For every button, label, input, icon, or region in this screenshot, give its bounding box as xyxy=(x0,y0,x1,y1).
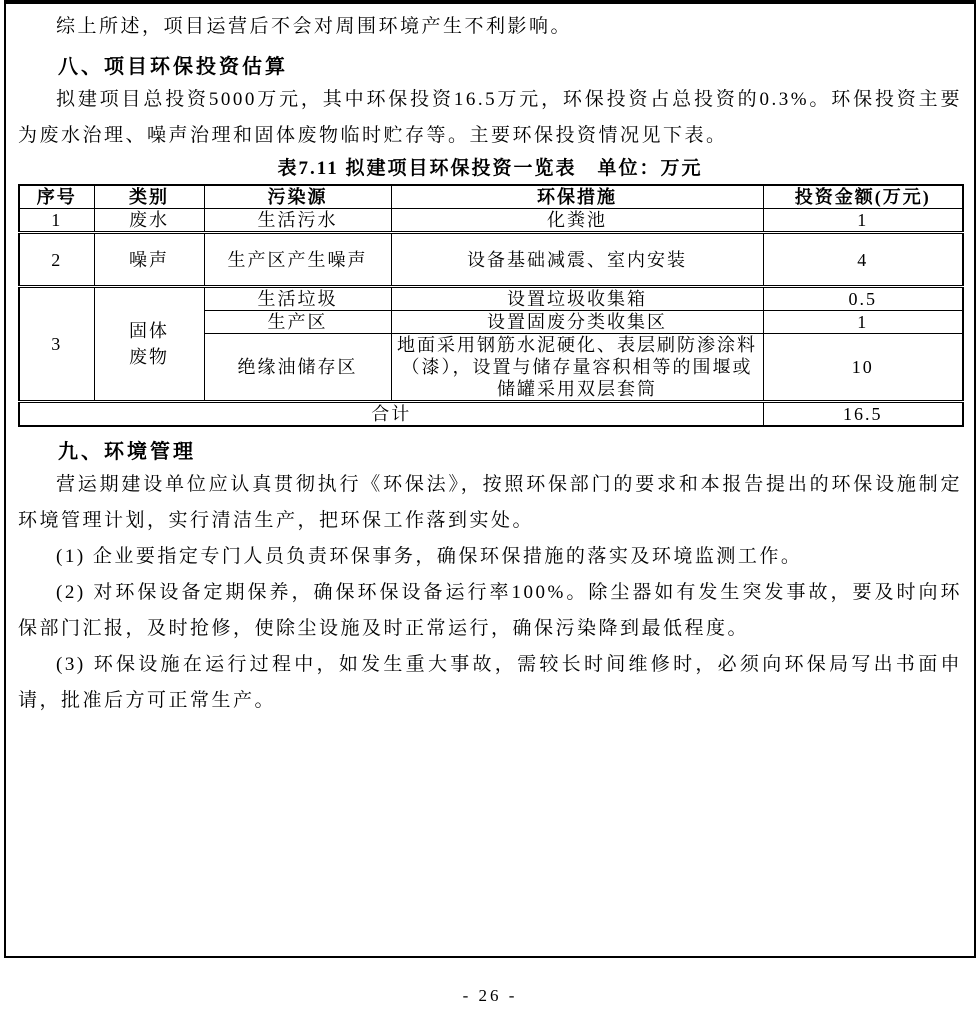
cell-measure: 设备基础减震、室内安装 xyxy=(391,233,763,287)
table-row-wastewater xyxy=(19,209,963,233)
section-9-item-3: (3) 环保设施在运行过程中，如发生重大事故，需较长时间维修时，必须向环保局写出书面申请，批准后方可正常生产。 xyxy=(18,654,962,711)
header-cell-no: 序号 xyxy=(19,185,94,209)
total-label-cell: 合计 xyxy=(19,402,763,427)
cell-measure: 设置固废分类收集区 xyxy=(391,311,763,334)
cell-amount: 10 xyxy=(763,334,963,402)
cell-source: 生产区 xyxy=(204,311,391,334)
section-8-paragraph: 拟建项目总投资5000万元，其中环保投资16.5万元，环保投资占总投资的0.3%。环保投资主要为废水治理、噪声治理和固体废物临时贮存等。主要环保投资情况见下表。 xyxy=(18,89,962,146)
section-8-heading: 八、项目环保投资估算 xyxy=(58,56,288,78)
table-header-row xyxy=(19,185,963,209)
total-amount-cell: 16.5 xyxy=(763,402,963,427)
cell-no: 3 xyxy=(19,287,94,402)
table-caption: 表7.11 拟建项目环保投资一览表 单位：万元 xyxy=(277,158,703,179)
header-cell-source: 污染源 xyxy=(204,185,391,209)
cell-no: 1 xyxy=(19,209,94,233)
cell-amount: 0.5 xyxy=(763,287,963,311)
section-9-paragraph-main: 营运期建设单位应认真贯彻执行《环保法》，按照环保部门的要求和本报告提出的环保设施制定环境管理计划，实行清洁生产，把环保工作落到实处。 xyxy=(18,474,962,531)
cell-amount: 1 xyxy=(763,311,963,334)
investment-table xyxy=(18,184,964,427)
section-9-heading: 九、环境管理 xyxy=(58,441,196,463)
cell-category xyxy=(94,287,204,402)
cell-no: 2 xyxy=(19,233,94,287)
cell-source: 生活垃圾 xyxy=(204,287,391,311)
header-cell-amount: 投资金额(万元) xyxy=(763,185,963,209)
intro-paragraph: 综上所述，项目运营后不会对周围环境产生不利影响。 xyxy=(56,16,573,37)
page-number: - 26 - xyxy=(462,986,518,1005)
cell-source: 绝缘油储存区 xyxy=(204,334,391,402)
page-frame xyxy=(4,0,976,958)
cell-amount: 4 xyxy=(763,233,963,287)
table-row-total xyxy=(19,402,963,427)
cell-measure: 地面采用钢筋水泥硬化、表层刷防渗涂料（漆），设置与储存量容积相等的围堰或储罐采用双层套筒 xyxy=(391,334,763,402)
header-cell-category: 类别 xyxy=(94,185,204,209)
cell-measure: 设置垃圾收集箱 xyxy=(391,287,763,311)
section-9-item-1: (1) 企业要指定专门人员负责环保事务，确保环保措施的落实及环境监测工作。 xyxy=(56,546,803,567)
cell-category: 废水 xyxy=(94,209,204,233)
section-9-item-2: (2) 对环保设备定期保养，确保环保设备运行率100%。除尘器如有发生突发事故，要及时向环保部门汇报，及时抢修，使除尘设施及时正常运行，确保污染降到最低程度。 xyxy=(18,582,962,639)
cell-category: 噪声 xyxy=(94,233,204,287)
table-row-noise xyxy=(19,233,963,287)
cell-source: 生产区产生噪声 xyxy=(204,233,391,287)
header-cell-measure: 环保措施 xyxy=(391,185,763,209)
cell-amount: 1 xyxy=(763,209,963,233)
cell-measure: 化粪池 xyxy=(391,209,763,233)
cell-source: 生活污水 xyxy=(204,209,391,233)
cell-category-text: 固体废物 xyxy=(129,321,169,367)
table-row-solid-waste-1 xyxy=(19,287,963,311)
